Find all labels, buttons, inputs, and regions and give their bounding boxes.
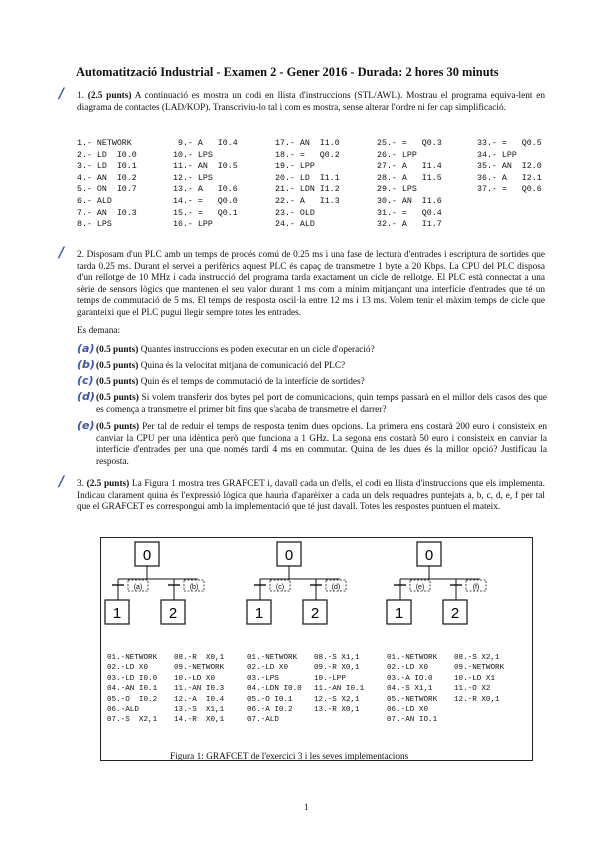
question-3-points: (2.5 punts) xyxy=(86,479,130,489)
step-number: 2 xyxy=(450,605,460,622)
stl-code-line: 13.- A I0.6 xyxy=(173,185,238,195)
question-2-item xyxy=(77,342,547,357)
implementation-code-line: 09.-R X0,1 xyxy=(314,664,360,673)
item-body xyxy=(96,345,547,357)
item-body xyxy=(96,393,547,416)
implementation-code-line: 05.-NETWORK xyxy=(387,695,438,704)
item-points: (0.5 punts) xyxy=(96,422,140,432)
item-points: (0.5 punts) xyxy=(96,361,139,371)
implementation-code-line: 10.-LD X1 xyxy=(454,674,496,683)
implementation-code-line: 12.-R X0,1 xyxy=(454,695,500,704)
stl-code-line: 2.- LD I0.0 xyxy=(77,150,137,160)
stl-code-line: 36.- A I2.1 xyxy=(477,173,542,183)
stl-code-line: 18.- = Q0.2 xyxy=(275,150,340,160)
stl-code-line: 19.- LPP xyxy=(275,162,315,172)
stl-code-line: 10.- LPS xyxy=(173,150,213,160)
question-2-item xyxy=(77,390,547,416)
stl-code-block xyxy=(77,138,547,234)
implementation-code-line: 03.-A IO.0 xyxy=(387,674,433,683)
question-1 xyxy=(77,91,545,114)
item-label: (a) xyxy=(77,342,95,355)
step-number: 1 xyxy=(254,605,264,622)
question-3-text: La Figura 1 mostra tres GRAFCET i, davall cada un d'ells, el codi en llista d'instruccions que els implementa. Indicau clarament quina és l'expressió lògica que hauria d'aparèixer a cada un dels requadres puntejats a, b, c, d, e, f per tal que el GRAFCET es correspongui amb la implementació que té just davall. Totes les respostes puntuen el mateix. xyxy=(77,479,546,513)
implementation-code-line: 04.-LDN I0.0 xyxy=(247,685,302,694)
stl-code-line: 35.- AN I2.0 xyxy=(477,162,542,172)
stl-code-line: 1.- NETWORK xyxy=(77,139,132,148)
implementation-code-column xyxy=(107,653,157,726)
transition-label: (a) xyxy=(133,584,143,591)
item-text: Si volem transferir dos bytes pel port de comunicacions, quin temps passarà en el millor dels casos des que es comença a transmetre el primer bit fins que s'acaba de transmetre el darrer? xyxy=(96,393,547,415)
stl-code-line: 29.- LPS xyxy=(377,185,417,195)
implementation-code-line: 11.-AN I0.1 xyxy=(314,685,365,694)
stl-code-line: 22.- A I1.3 xyxy=(275,196,340,206)
exam-title: Automatització Industrial - Examen 2 - Gener 2016 - Durada: 2 hores 30 minuts xyxy=(76,65,499,79)
item-points: (0.5 punts) xyxy=(96,345,139,355)
implementation-code-line: 07.-ALD xyxy=(247,716,279,725)
implementation-code-line: 05.-O I0.2 xyxy=(107,695,158,704)
implementation-code-line xyxy=(454,705,504,715)
item-label: (b) xyxy=(77,358,95,371)
stl-code-line: 11.- AN I0.5 xyxy=(173,162,238,172)
implementation-code-line: 07.-AN IO.1 xyxy=(387,716,438,725)
item-body xyxy=(96,422,547,468)
pen-tick-mark: / xyxy=(59,245,65,261)
stl-code-line: 6.- ALD xyxy=(77,196,112,206)
implementation-code-line: 07.-S X2,1 xyxy=(107,716,158,725)
implementation-code-line: 01.-NETWORK xyxy=(247,654,298,662)
implementation-code-line: 02.-LD X0 xyxy=(107,664,149,673)
step-number: 0 xyxy=(142,547,152,564)
question-2-number: 2. xyxy=(77,250,84,260)
item-text: Quin és el temps de commutació de la interfície de sortides? xyxy=(138,377,365,387)
implementation-code-line: 06.-A I0.2 xyxy=(247,706,293,715)
question-3-number: 3. xyxy=(77,479,84,489)
question-1-number: 1. xyxy=(77,91,84,101)
stl-code-line: 31.- = Q0.4 xyxy=(377,208,442,218)
transition-label: (d) xyxy=(331,584,341,591)
stl-code-line: 32.- A I1.7 xyxy=(377,220,442,230)
question-1-text: A continuació es mostra un codi en llista d'instruccions (STL/AWL). Mostrau el programa equiva-lent en diagrama de contactes (LAD/KOP). Transcriviu-lo tal i com es mostra, sense alterar l'ordre ni fer cap simplificació. xyxy=(77,91,545,113)
implementation-code-line: 08.-S X1,1 xyxy=(314,654,360,662)
stl-code-line: 3.- LD I0.1 xyxy=(77,162,137,172)
stl-code-line: 5.- ON I0.7 xyxy=(77,185,137,195)
pen-tick-mark: / xyxy=(59,474,65,490)
implementation-code-line: 11.-AN I0.3 xyxy=(174,685,225,694)
grafcet-diagrams xyxy=(101,538,534,648)
pen-tick-mark: / xyxy=(59,86,65,102)
stl-code-line: 12.- LPS xyxy=(173,173,213,183)
stl-code-line: 26.- LPP xyxy=(377,150,417,160)
implementation-code-line: 08.-S X2,1 xyxy=(454,654,500,662)
implementation-code-line: 14.-R X0,1 xyxy=(174,716,225,725)
stl-code-line: 4.- AN I0.2 xyxy=(77,173,137,183)
question-2-item xyxy=(77,374,547,389)
item-label: (d) xyxy=(77,390,95,403)
implementation-code-line: 03.-LPS xyxy=(247,674,279,683)
stl-code-line: 24.- ALD xyxy=(275,220,315,230)
implementation-code-line: 01.-NETWORK xyxy=(387,654,438,662)
item-text: Per tal de reduir el temps de resposta tenim dues opcions. La primera ens costarà 200 euro i consisteix en canviar la CPU per una idèntica però que funciona a 1 GHz. La segona ens costarà 50 euro i consisteix en canviar la interfície d'entrades per una que només tardi 4 ms en commutar. Quina de les dues és la millor opció? Justificau la resposta. xyxy=(96,422,547,467)
implementation-code-line: 12.-S X2,1 xyxy=(314,695,360,704)
stl-code-column xyxy=(477,138,542,196)
implementation-code-column xyxy=(247,653,302,726)
stl-code-column xyxy=(173,138,238,231)
stl-code-line: 21.- LDN I1.2 xyxy=(275,185,340,195)
item-label: (e) xyxy=(77,419,95,432)
implementation-code-line: 13.-R X0,1 xyxy=(314,706,360,715)
implementation-code-line: 09.-NETWORK xyxy=(454,664,505,673)
stl-code-line: 23.- OLD xyxy=(275,208,315,218)
stl-code-column xyxy=(377,138,442,231)
step-number: 2 xyxy=(310,605,320,622)
question-2-intro: Disposam d'un PLC amb un temps de procés comú de 0.25 ms i una fase de lectura d'entrades i escriptura de sortides que tarda 0.25 ms. Durant el servei a perifèrics aquest PLC és capaç de transmetre 1 byte a 20 Kbps. La CPU del PLC disposa d'un rellotge de 10 MHz i cada instrucció del programa tarda exactament un cicle de rellotge. El PLC està connectat a una sèrie de sensors lògics que mantenen el seu valor durant 1 ms com a mínim mitjançant una interfície d'entrades que té un temps de commutació de 5 ms. El temps de resposta oscil·la entre 12 ms i 13 ms. Volem tenir el màxim temps de cicle que garanteixi que el PLC pugui llegir sempre totes les entrades. xyxy=(77,250,545,318)
question-2-ask: Es demana: xyxy=(77,326,121,336)
implementation-code-line: 02.-LD X0 xyxy=(387,664,429,673)
transition-label: (f) xyxy=(472,584,480,591)
implementation-code-line: 01.-NETWORK xyxy=(107,654,158,662)
stl-code-line: 33.- = Q0.5 xyxy=(477,139,542,148)
implementation-code-column xyxy=(387,653,437,726)
grafcet-figure xyxy=(100,537,533,761)
item-points: (0.5 punts) xyxy=(96,377,139,387)
implementation-code-line: 12.-A I0.4 xyxy=(174,695,225,704)
stl-code-column xyxy=(275,138,340,231)
implementation-code-line: 09.-NETWORK xyxy=(174,664,225,673)
stl-code-line: 34.- LPP xyxy=(477,150,517,160)
stl-code-line: 14.- = Q0.0 xyxy=(173,196,238,206)
implementation-code-column xyxy=(174,653,224,726)
step-number: 1 xyxy=(394,605,404,622)
stl-code-line: 20.- LD I1.1 xyxy=(275,173,340,183)
step-number: 1 xyxy=(112,605,122,622)
stl-code-line: 37.- = Q0.6 xyxy=(477,185,542,195)
stl-code-line: 7.- AN I0.3 xyxy=(77,208,137,218)
implementation-code-column xyxy=(454,653,504,726)
stl-code-line: 9.- A I0.4 xyxy=(173,139,238,148)
stl-code-line: 16.- LPP xyxy=(173,220,213,230)
stl-code-line: 15.- = Q0.1 xyxy=(173,208,238,218)
implementation-code-line: 11.-O X2 xyxy=(454,685,491,694)
transition-label: (e) xyxy=(415,584,425,591)
transition-label: (c) xyxy=(275,584,285,591)
implementation-code-line xyxy=(454,715,504,725)
implementation-code-line: 02.-LD X0 xyxy=(247,664,289,673)
item-label: (c) xyxy=(77,374,94,387)
question-1-points: (2.5 punts) xyxy=(87,91,132,101)
question-2-item xyxy=(77,419,547,468)
item-text: Quantes instruccions es poden executar en un cicle d'operació? xyxy=(138,345,375,355)
step-number: 0 xyxy=(424,547,434,564)
implementation-code-line: 06.-ALD xyxy=(107,706,139,715)
implementation-code-line: 10.-LD X0 xyxy=(174,674,216,683)
implementation-code-line: 04.-AN I0.1 xyxy=(107,685,158,694)
item-body xyxy=(96,361,547,373)
stl-code-line: 8.- LPS xyxy=(77,220,112,230)
stl-code-line: 25.- = Q0.3 xyxy=(377,139,442,148)
question-3 xyxy=(77,479,545,514)
implementation-code-line: 03.-LD I0.0 xyxy=(107,674,158,683)
stl-code-column xyxy=(77,138,137,231)
item-body xyxy=(96,377,547,389)
step-number: 0 xyxy=(284,547,294,564)
step-number: 2 xyxy=(168,605,178,622)
implementation-code-line: 10.-LPP xyxy=(314,674,346,683)
implementation-code-line: 05.-O I0.1 xyxy=(247,695,293,704)
implementation-code-line: 08.-R X0,1 xyxy=(174,654,225,662)
implementation-code-column xyxy=(314,653,364,726)
implementation-code-line: 06.-LD X0 xyxy=(387,706,429,715)
stl-code-line: 28.- A I1.5 xyxy=(377,173,442,183)
page-number: 1 xyxy=(304,803,309,813)
item-text: Quina és la velocitat mitjana de comunicació del PLC? xyxy=(138,361,346,371)
stl-code-line: 17.- AN I1.0 xyxy=(275,139,340,148)
implementation-code-line: 13.-S X1,1 xyxy=(174,706,225,715)
stl-code-line: 30.- AN I1.6 xyxy=(377,196,442,206)
question-2-item xyxy=(77,358,547,373)
figure-caption: Figura 1: GRAFCET de l'exercici 3 i les seves implementacions xyxy=(170,752,409,762)
stl-code-line: 27.- A I1.4 xyxy=(377,162,442,172)
implementation-code-line xyxy=(314,715,364,725)
question-2 xyxy=(77,250,545,320)
implementation-code-line: 04.-S X1,1 xyxy=(387,685,433,694)
transition-label: (b) xyxy=(189,584,199,591)
item-points: (0.5 punts) xyxy=(96,393,139,403)
